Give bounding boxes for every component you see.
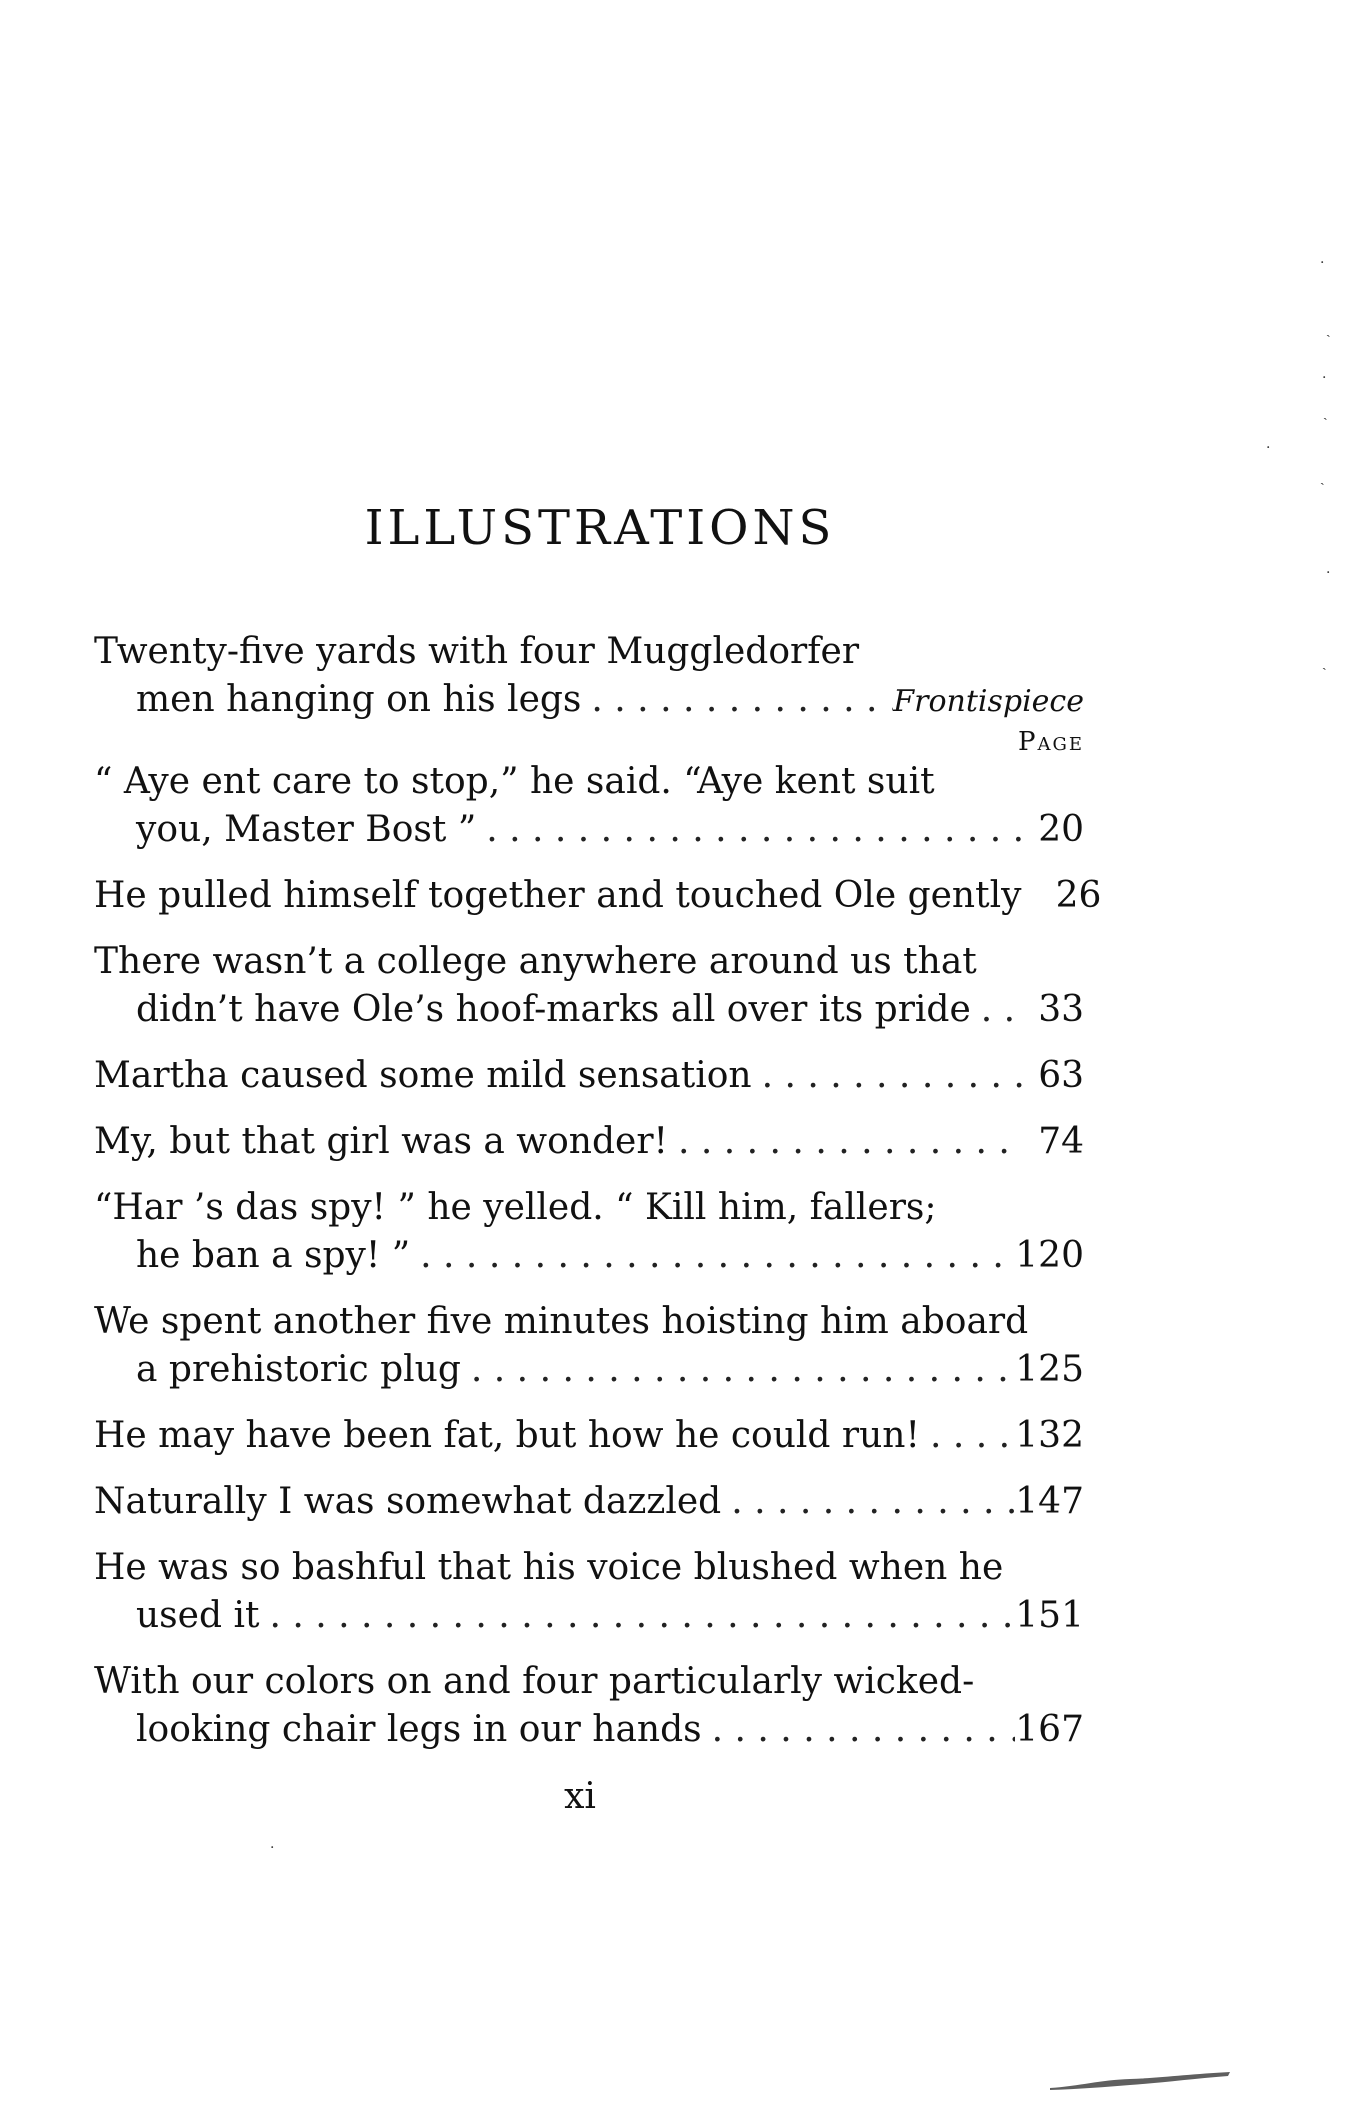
page-folio: xi	[564, 1776, 596, 1817]
speck: ·	[1322, 370, 1327, 386]
entry-caption-line: he ban a spy! ”	[136, 1235, 411, 1276]
list-item	[94, 758, 1084, 854]
page-title: ILLUSTRATIONS	[364, 500, 836, 556]
entry-page-number: 33	[1038, 989, 1084, 1030]
entry-caption-line: We spent another five minutes hoisting him aboard	[94, 1301, 1029, 1342]
dot-leader	[971, 986, 1024, 1034]
list-item	[94, 1298, 1084, 1394]
entry-page-number: 125	[1015, 1349, 1084, 1390]
list-item	[94, 1118, 1084, 1166]
dot-leader	[259, 1592, 1015, 1640]
entry-caption-line: He pulled himself together and touched Ole gently	[94, 875, 1022, 916]
speck: ·	[1266, 440, 1271, 456]
ink-smudge	[1050, 2070, 1230, 2090]
dot-leader	[410, 1232, 1015, 1280]
entry-caption-line: He may have been fat, but how he could run!	[94, 1415, 920, 1456]
entry-page-number: 167	[1015, 1709, 1084, 1750]
dot-leader	[920, 1412, 1015, 1460]
dot-leader	[721, 1478, 1015, 1526]
list-item	[94, 1412, 1084, 1460]
entry-page-number: 26	[1055, 875, 1102, 916]
list-item	[94, 872, 1102, 920]
entry-caption-line: you, Master Bost ”	[136, 809, 477, 850]
entry-page-number: 74	[1038, 1121, 1084, 1162]
dot-leader	[476, 806, 1024, 854]
entry-page-number: 20	[1038, 809, 1084, 850]
dot-leader	[581, 676, 893, 724]
list-item	[94, 1478, 1084, 1526]
dot-leader	[702, 1706, 1016, 1754]
entry-caption-line: With our colors on and four particularly wicked-	[94, 1661, 975, 1702]
illustrations-list	[94, 628, 1102, 1772]
entry-page-number: 120	[1015, 1235, 1084, 1276]
entry-caption-line: men hanging on his legs	[136, 679, 582, 720]
speck: ·	[1326, 565, 1331, 581]
entry-caption-line: Twenty-five yards with four Muggledorfer	[94, 631, 860, 672]
list-item	[94, 628, 1084, 726]
entry-caption-line: “ Aye ent care to stop,” he said. “Aye kent suit	[94, 761, 935, 802]
page-column-label: Page	[1017, 727, 1084, 757]
speck: ˎ	[1326, 322, 1331, 338]
dot-leader	[752, 1052, 1024, 1100]
entry-caption-line: He was so bashful that his voice blushed when he	[94, 1547, 1004, 1588]
list-item	[94, 1052, 1084, 1100]
entry-page-number: 151	[1015, 1595, 1084, 1636]
entry-caption-line: a prehistoric plug	[136, 1349, 461, 1390]
dot-leader	[668, 1118, 1024, 1166]
entry-caption-line: didn’t have Ole’s hoof-marks all over its pride	[136, 989, 971, 1030]
entry-page-number: 63	[1038, 1055, 1084, 1096]
dot-leader	[461, 1346, 1015, 1394]
speck: ·	[270, 1840, 275, 1856]
list-item	[94, 938, 1084, 1034]
speck: ˎ	[1323, 405, 1328, 421]
entry-caption-line: looking chair legs in our hands	[136, 1709, 702, 1750]
list-item	[94, 1658, 1084, 1754]
entry-page-number: 147	[1015, 1481, 1084, 1522]
entry-caption-line: “Har ’s das spy! ” he yelled. “ Kill him, fallers;	[94, 1187, 937, 1228]
speck: ·	[1320, 255, 1325, 271]
entry-caption-line: Naturally I was somewhat dazzled	[94, 1481, 722, 1522]
entry-caption-line: There wasn’t a college anywhere around us that	[94, 941, 977, 982]
entry-caption-line: My, but that girl was a wonder!	[94, 1121, 668, 1162]
entry-caption-line: Martha caused some mild sensation	[94, 1055, 752, 1096]
speck: ˎ	[1322, 655, 1327, 671]
speck: ˏ	[1320, 470, 1325, 486]
entry-page-number: 132	[1015, 1415, 1084, 1456]
entry-caption-line: used it	[136, 1595, 260, 1636]
list-item	[94, 1184, 1084, 1280]
entry-page-number: Frontispiece	[893, 684, 1084, 719]
list-item	[94, 1544, 1084, 1640]
